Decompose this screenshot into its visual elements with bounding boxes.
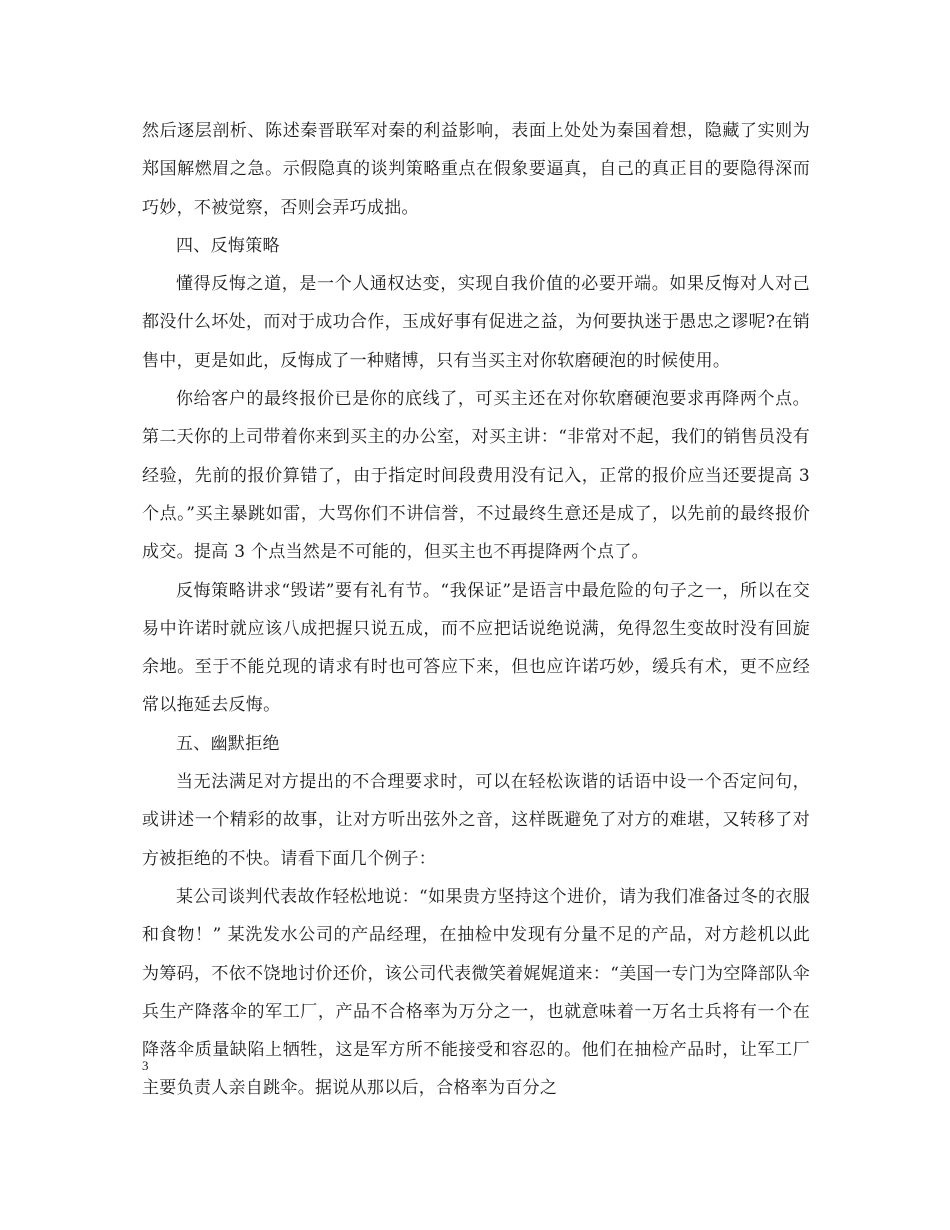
paragraph-continuation: 然后逐层剖析、陈述秦晋联军对秦的利益影响，表面上处处为秦国着想，隐藏了实则为郑国解燃眉之急。示假隐真的谈判策略重点在假象要逼真，自己的真正目的要隐得深而巧妙，不被觉察，否则会弄巧成拙。 [142,121,810,218]
paragraph: 反悔策略讲求“毁诺”要有礼有节。“我保证”是语言中最危险的句子之一，所以在交易中许诺时就应该八成把握只说五成，而不应把话说绝说满，免得忽生变故时没有回旋余地。至于不能兑现的请求有时也可答应下来，但也应许诺巧妙，缓兵有术，更不应经常以拖延去反悔。 [142,580,810,716]
section-heading-4: 四、反悔策略 [176,235,280,256]
paragraph: 你给客户的最终报价已是你的底线了，可买主还在对你软磨硬泡要求再降两个点。第二天你的上司带着你来到买主的办公室，对买主讲：“非常对不起，我们的销售员没有经验，先前的报价算错了，由于指定时间段费用没有记入，正常的报价应当还要提高 3 个点。”买主暴跳如雷，大骂你们不讲信誉，不过最终生意还是成了，以先前的最终报价成交。提高 3 个点当然是不可能的，但买主也不再提降两个点了。 [142,389,810,563]
paragraph: 某公司谈判代表故作轻松地说：“如果贵方坚持这个进价，请为我们准备过冬的衣服和食物！” 某洗发水公司的产品经理，在抽检中发现有分量不足的产品，对方趁机以此为筹码，不依不饶地讨价还价，该公司代表微笑着娓娓道来：“美国一专门为空降部队伞兵生产降落伞的军工厂，产品不合格率为万分之一，也就意味着一万名士兵将有一个在降落伞质量缺陷上牺牲，这是军方所不能接受和容忍的。他们在抽检产品时，让军工厂主要负责人亲自跳伞。据说从那以后，合格率为百分之 [142,886,810,1099]
paragraph: 当无法满足对方提出的不合理要求时，可以在轻松诙谐的话语中设一个否定问句，或讲述一个精彩的故事，让对方听出弦外之音，这样既避免了对方的难堪，又转移了对方被拒绝的不快。请看下面几个例子： [142,772,810,869]
document-body [142,112,810,1108]
page-number: 3 [142,1058,149,1073]
paragraph: 懂得反悔之道，是一个人通权达变，实现自我价值的必要开端。如果反悔对人对己都没什么坏处，而对于成功合作，玉成好事有促进之益，为何要执迷于愚忠之谬呢?在销售中，更是如此，反悔成了一种赌博，只有当买主对你软磨硬泡的时候使用。 [142,274,810,371]
section-heading-5: 五、幽默拒绝 [176,733,280,754]
